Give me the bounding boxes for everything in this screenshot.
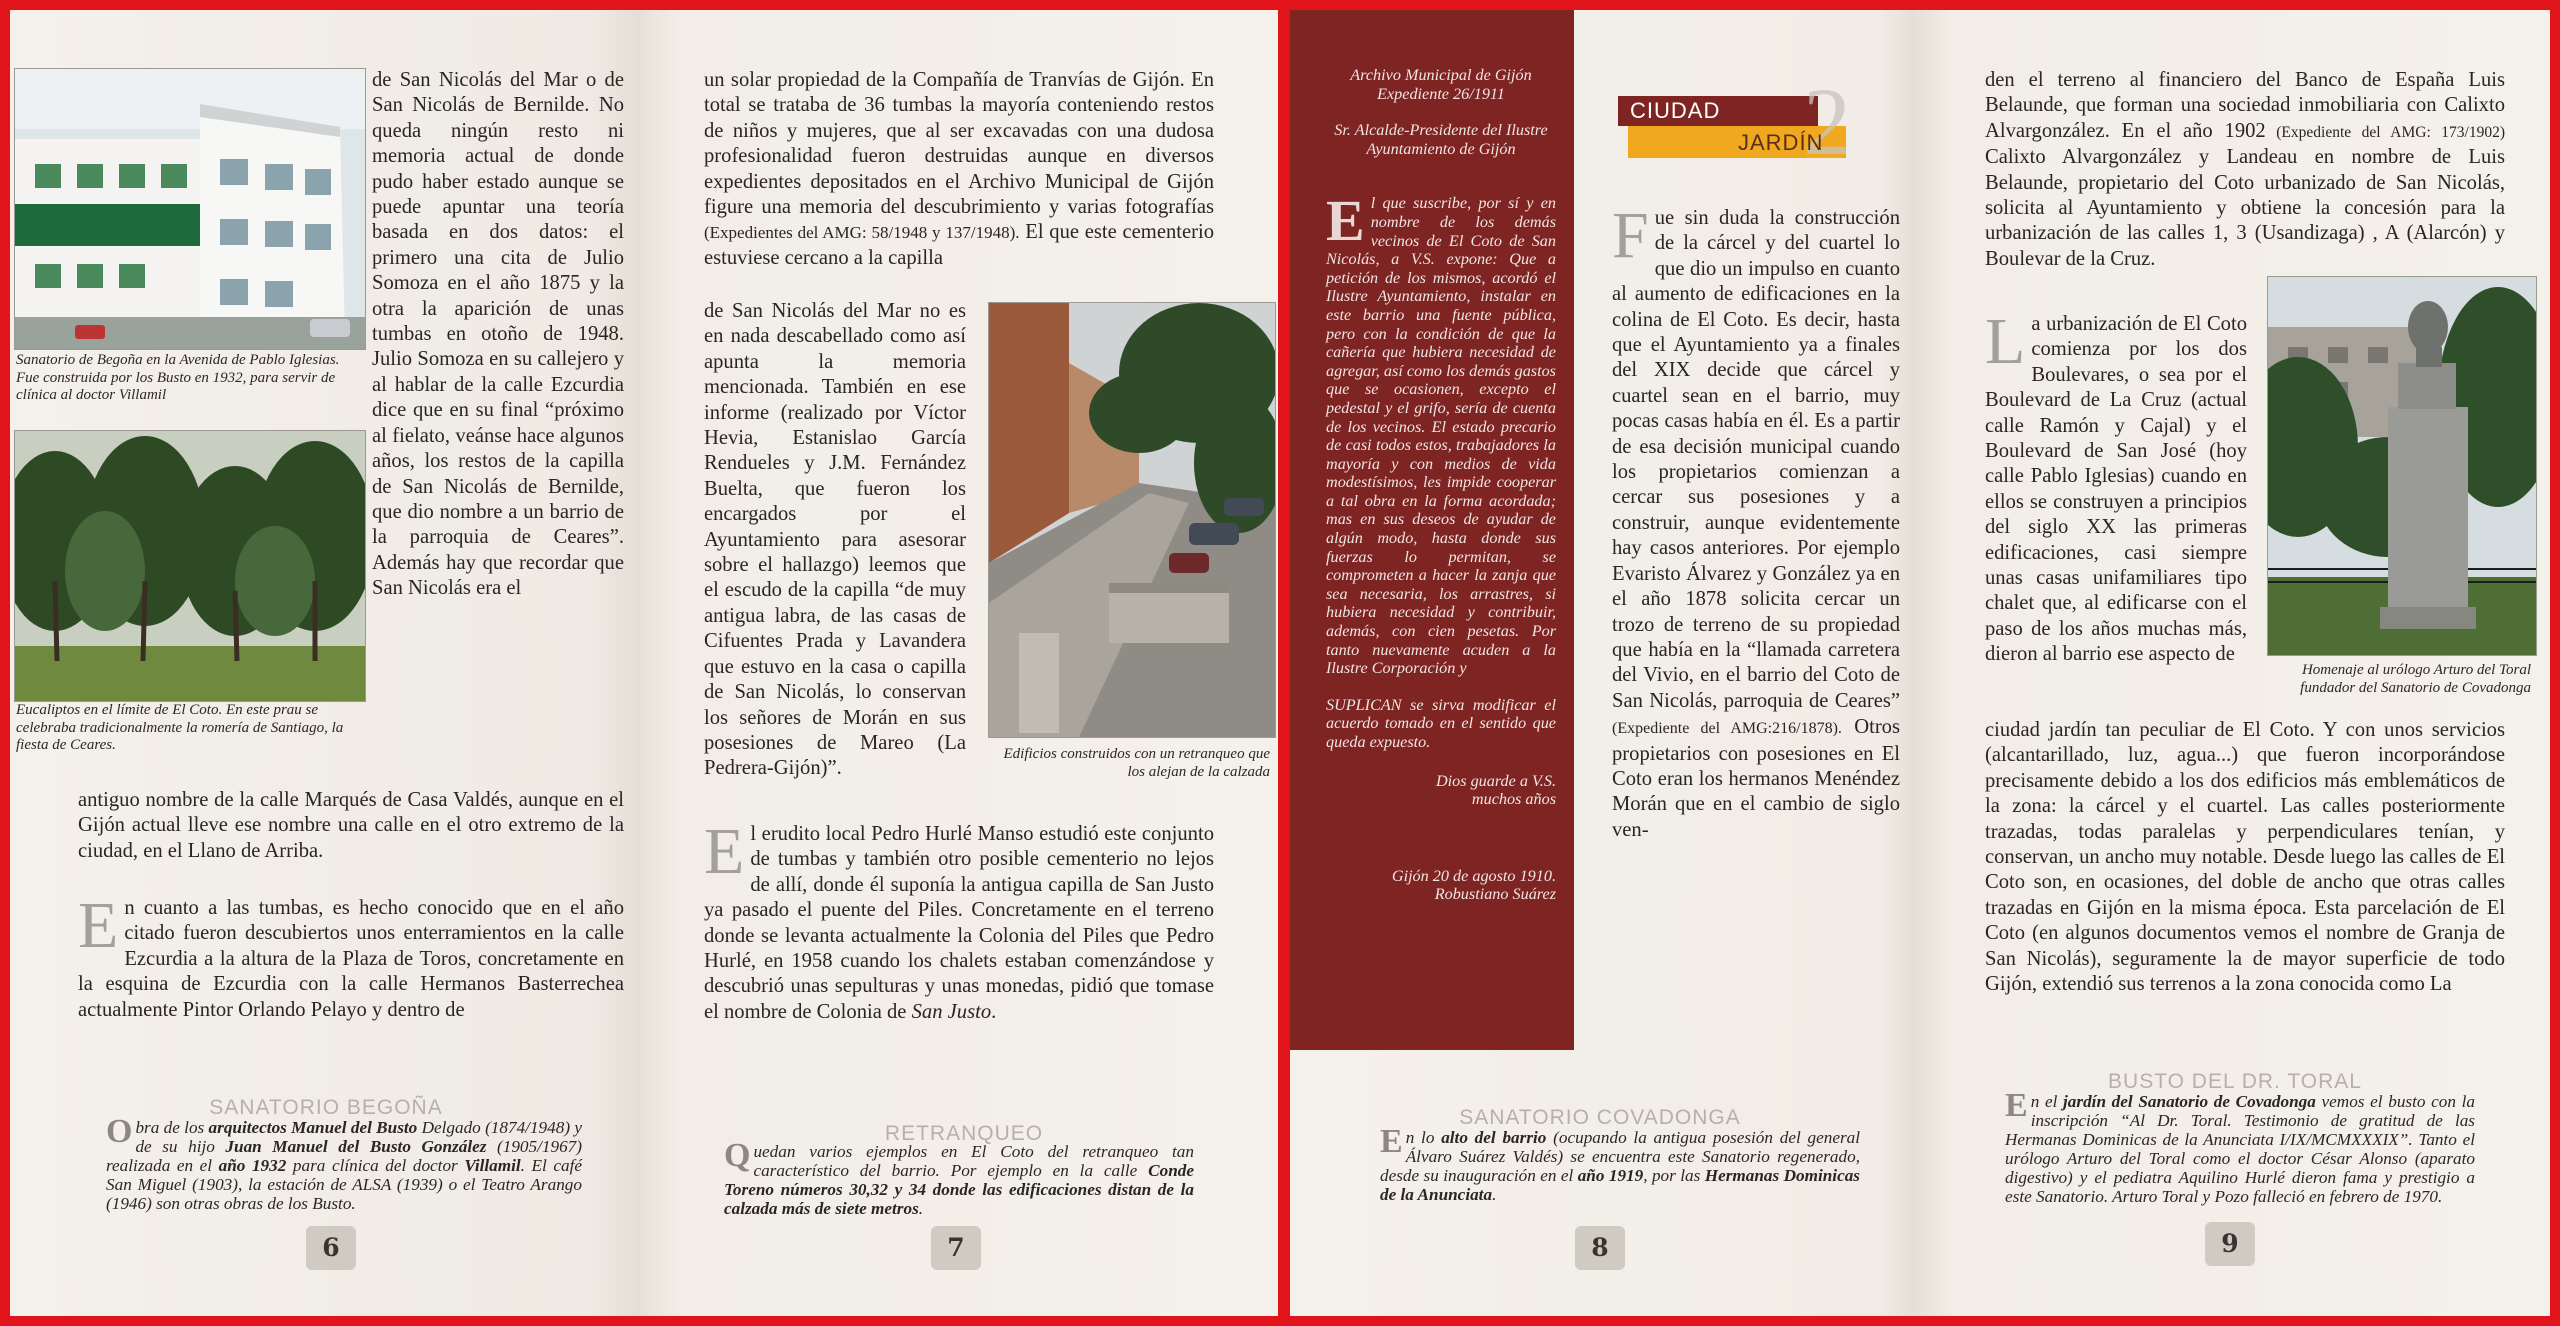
info-box [106, 1113, 583, 1213]
logo-word-ciudad: CIUDAD [1630, 98, 1721, 123]
body-text-full [78, 788, 624, 864]
paragraph-small: (Expedientes del AMG: 58/1948 y 137/1948). [704, 223, 1020, 243]
page-number: 6 [306, 1226, 356, 1270]
paragraph-text: Calixto Alvargonzález y Landeau en nombre de Luis Belaunde, propietario del Coto urbanizado de San Nicolás, solicita al Ayuntamiento y obtiene la concesión para la urbanización de las calles 1, 3 (Usandizaga) , A (Alarcón) y Boulevar de la Cruz. [1985, 146, 2505, 270]
drop-cap: E [78, 889, 119, 962]
caption-sanatorio-begona: Sanatorio de Begoña en la Avenida de Pablo Iglesias. Fue construida por los Busto en 1932, para servir de clínica al doctor Villamil [16, 352, 340, 403]
info-drop-cap: E [1380, 1123, 1403, 1160]
body-text-column [372, 68, 624, 602]
info-text: (ocupando la antigua posesión del general Álvaro Suárez Valdés) se encuentra este Sanatorio regenerado, desde su inauguración en el [1380, 1128, 1861, 1185]
page-number: 7 [931, 1226, 981, 1270]
body-text-column [1985, 305, 2247, 668]
paragraph-text: . [991, 1000, 997, 1023]
page-6 [10, 10, 640, 1316]
drop-cap: E [704, 815, 745, 888]
caption-busto-toral: Homenaje al urólogo Arturo del Toral fundador del Sanatorio de Covadonga [2300, 662, 2531, 696]
info-drop-cap: O [106, 1113, 133, 1150]
drop-cap: L [1985, 305, 2026, 378]
archive-body-text: l que suscribe, por sí y en nombre de los demás vecinos de El Coto de San Nicolás, a V.S. expone: Que a petición de los mismos, acordó el Ilustre Ayuntamiento, instalar en este barrio una fuente pública, pero con la condición de que la cañería que hubiera necesidad de agregar, así como los demás gastos que se ocasionen, excepto el pedestal y el grifo, sería de cuenta de los vecinos. El estado precario de casi todos estos, trabajadores la mayoría y con medios de vida modestísimos, les impide cooperar a tal obra en la forma acordada; mas en sus deseos de ayudar de algún modo, hasta donde sus fuerzas lo permitan, se comprometen a hacer la zanja que sea necesaria, los arrastres, si hubiera necesidad y contribuir, además, con cien pesetas. Por tanto nuevamente acuden a la Ilustre Corporación y [1326, 194, 1556, 678]
info-text: , por las [1643, 1166, 1705, 1185]
archive-closing: Dios guarde a V.S. muchos años [1435, 771, 1556, 809]
section-title: BUSTO DEL DR. TORAL [2108, 1070, 2362, 1093]
info-box [724, 1137, 1194, 1218]
section-title: SANATORIO COVADONGA [1459, 1106, 1741, 1129]
body-paragraph: de San Nicolás del Mar o de San Nicolás de Bernilde. No queda ningún resto ni memoria actual de donde pudo haber estado aunque se puede apuntar una teoría basada en dos datos: el primero una cita de Julio Somoza en el año 1875 y la otra la aparición de unas tumbas en otoño de 1948. Julio Somoza en su callejero y al hablar de la calle Ezcurdia dice que en su final “próximo al fielato, veánse hace algunos años, los restos de la capilla de San Nicolás de Bernilde, que dio nombre a un barrio de la parroquia de Ceares”. Además hay que recordar que San Nicolás era el [372, 69, 624, 600]
photo-busto-toral [2267, 276, 2537, 656]
body-paragraph [704, 68, 1214, 271]
photo-eucaliptos [14, 430, 366, 702]
section-title: SANATORIO BEGOÑA [209, 1096, 443, 1119]
sanatorio-begona-illustration [15, 69, 365, 349]
paragraph-small: (Expediente del AMG:216/1878). [1612, 720, 1842, 738]
paragraph-text: Otros propietarios con posesiones en El Coto eran los hermanos Menéndez Morán que en el cambio de siglo ven- [1612, 716, 1900, 841]
paragraph-text: El que este cementerio estuviese cercano a la capilla [704, 221, 1215, 269]
archive-expediente: Expediente 26/1911 [1377, 84, 1505, 103]
paragraph-text: ue sin duda la construcción de la cárcel y del cuartel lo que dio un impulso en cuanto al aumento de edificaciones en la colina de El Coto. Es decir, hasta que el Ayuntamiento ya a finales del XIX decide que cárcel y cuartel sean en el barrio, muy pocas casas había en él. Es a partir de esa decisión municipal cuando los propietarios comienzan a cercar sus posesiones y a construir, aunque evidentemente hay casos anteriores. Por ejemplo Evaristo Álvarez y González ya en el año 1878 solicita cercar un trozo de terreno de su propiedad que había en la “llamada carretera del Vivio, en el barrio del Coto de San Nicolás, parroquia de Ceares” [1612, 207, 1900, 712]
body-paragraph [704, 815, 1214, 1025]
body-text-column [1612, 199, 1900, 843]
info-text: . [918, 1199, 924, 1218]
info-bold: año 1919 [1577, 1166, 1644, 1185]
archive-suplican: SUPLICAN se sirva modificar el acuerdo tomado en el sentido que queda expuesto. [1326, 695, 1556, 751]
paragraph-text: n cuanto a las tumbas, es hecho conocido que en el año citado fueron descubiertos unos enterramientos en la calle Ezcurdia a la altura de la Plaza de Toros, concretamente en la esquina de Ezcurdia con la calle Hermanos Basterrechea actualmente Pintor Orlando Pelayo y dentro de [78, 897, 624, 1021]
info-text: (1905/1967) realizada en el [106, 1137, 582, 1175]
info-drop-cap: E [2005, 1087, 2028, 1124]
body-text-full [1985, 68, 2505, 272]
info-box [1380, 1123, 1861, 1204]
photo-sanatorio-begona [14, 68, 366, 350]
retranqueo-illustration [989, 303, 1275, 737]
archive-drop-cap: E [1326, 188, 1365, 254]
info-bold: Hermanas Dominicas de la Anunciata [1380, 1166, 1860, 1204]
info-text: Delgado (1874/1948) y de su hijo [135, 1118, 582, 1156]
page-8 [1290, 10, 1915, 1316]
page-number: 9 [2205, 1222, 2255, 1266]
paragraph-text: l erudito local Pedro Hurlé Manso estudió este conjunto de tumbas y también otro posible cementerio no lejos de allí, donde él suponía la antigua capilla de San Justo ya pasado el puente del Piles. Concretamente en el terreno donde se levanta actualmente la Colonia del Piles que Pedro Hurlé, en 1958 cuando los chalets estaban comenzándose y descubrió unas sepulturas y unas monedas, pidió que tomase el nombre de Colonia de [704, 823, 1214, 1023]
busto-toral-illustration [2268, 277, 2536, 655]
info-bold: jardín del Sanatorio de Covadonga [2063, 1092, 2316, 1111]
body-text-full-2 [704, 815, 1214, 1025]
info-bold: alto del barrio [1441, 1128, 1547, 1147]
body-paragraph [1985, 305, 2247, 668]
body-text-full-2 [1985, 718, 2505, 997]
photo-retranqueo [988, 302, 1276, 738]
body-text-column [704, 299, 966, 782]
archive-body [1326, 188, 1556, 678]
body-text-full-2 [78, 889, 624, 1023]
eucaliptos-illustration [15, 431, 365, 701]
info-text: n lo [1405, 1128, 1442, 1147]
body-paragraph [1612, 199, 1900, 843]
info-box [2005, 1087, 2475, 1206]
caption-eucaliptos: Eucaliptos en el límite de El Coto. En este prau se celebraba tradicionalmente la romería de Santiago, la fiesta de Ceares. [16, 702, 344, 753]
archive-document-column [1290, 10, 1574, 1050]
page-7 [640, 10, 1278, 1316]
logo-word-jardin: JARDÍN [1738, 130, 1824, 155]
drop-cap: F [1612, 199, 1649, 272]
info-text: n el [2030, 1092, 2064, 1111]
info-text: . [1492, 1185, 1497, 1204]
section-title: RETRANQUEO [884, 1122, 1044, 1145]
caption-retranqueo: Edificios construidos con un retranqueo que los alejan de la calzada [1003, 746, 1270, 780]
body-paragraph: ciudad jardín tan peculiar de El Coto. Y con unos servicios (alcantarillado, luz, agua...) que fueron incorporándose precisamente debido a los dos edificios más emblemáticos de la zona: la cárcel y el cuartel. Las calles posteriormente trazadas, todas paralelas y perpendiculares tenían, y conservan, un ancho muy notable. Desde luego las calles de El Coto son, en ocasiones, del doble de ancho que otras calles trazadas en Gijón en la misma época. Esta parcelación de El Coto (en algunos documentos vemos el nombre de Granja de San Nicolás), seguramente la de mayor superficie de todo Gijón, extendió sus terrenos a la zona conocida como La [1985, 719, 2505, 996]
archive-recipient: Sr. Alcalde-Presidente del Ilustre Ayuntamiento de Gijón [1334, 121, 1548, 158]
body-text-full [704, 68, 1214, 271]
paragraph-italic: San Justo [911, 1000, 992, 1023]
page-9 [1915, 10, 2550, 1316]
info-bold: Conde Toreno números 30,32 y 34 donde las edificaciones distan de la calzada más de siete metros [724, 1161, 1194, 1218]
info-bold: arquitectos Manuel del Busto [208, 1118, 418, 1137]
archive-header: Archivo Municipal de Gijón [1350, 66, 1532, 84]
archive-signature: Gijón 20 de agosto 1910. Robustiano Suárez [1391, 866, 1556, 904]
paragraph-text: a urbanización de El Coto comienza por los dos Boulevares, o sea por el Boulevard de La Cruz (actual calle Ramón y Cajal) y el Boulevard de San José (hoy calle Pablo Iglesias) cuando en ellos se construyen a principios del siglo XX las primeras edificaciones, casi siempre unas casas unifamiliares tipo chalet que, al edificarse con el paso de los años muchas más, dieron al barrio ese aspecto de [1985, 313, 2247, 666]
body-paragraph [78, 889, 624, 1023]
info-bold: Juan Manuel del Busto González [225, 1137, 487, 1156]
body-paragraph [1985, 68, 2505, 272]
info-drop-cap: Q [724, 1137, 751, 1174]
info-bold: año 1932 [218, 1156, 287, 1175]
info-text: vemos el busto con la inscripción “Al Dr. Toral. Testimonio de gratitud de las Hermanas Dominicas de la Anunciata I/IX/MCMXXXIX”. Tanto el urólogo Arturo del Toral como el doctor César Alonso (aparato digestivo) y el pediatra Aquilino Hurlé dieron fama y prestigio a este Sanatorio. Arturo Toral y Pozo falleció en febrero de 1970. [2005, 1092, 2475, 1206]
info-text: para clínica del doctor [286, 1156, 465, 1175]
info-text: uedan varios ejemplos en El Coto del retranqueo tan característico del barrio. Por ejemplo en la calle [753, 1142, 1194, 1180]
paragraph-small: (Expediente del AMG: 173/1902) [2265, 123, 2505, 141]
info-bold: Villamil [464, 1156, 521, 1175]
ciudad-jardin-logo [1618, 68, 1858, 175]
info-text: bra de los [135, 1118, 209, 1137]
body-paragraph: antiguo nombre de la calle Marqués de Casa Valdés, aunque en el Gijón actual lleve ese nombre una calle en el otro extremo de la ciudad, en el Llano de Arriba. [78, 789, 624, 862]
page-number: 8 [1575, 1226, 1625, 1270]
body-paragraph: de San Nicolás del Mar no es en nada descabellado como así apunta la memoria mencionada. También en ese informe (realizado por Víctor Hevia, Estanislao García Rendueles y J.M. Fernández Buelta, que fueron los encargados por el Ayuntamiento para asesorar sobre el hallazgo) leemos que el escudo de la capilla “de muy antigua labra, de las casas de Cifuentes Prada y Lavandera que estuvo en la casa o capilla de San Nicolás, lo conservan los señores de Morán en sus posesiones de Mareo (La Pedrera-Gijón)”. [704, 300, 966, 780]
logo-chapter-number: 2 [1803, 68, 1851, 175]
info-text: . El café San Miguel (1903), la estación de ALSA (1939) o el Teatro Arango (1946) son otras obras de los Busto. [106, 1156, 583, 1213]
paragraph-text: un solar propiedad de la Compañía de Tranvías de Gijón. En total se trataba de 36 tumbas la mayoría conteniendo restos de niños y mujeres, que al ser excavadas con una dudosa profesionalidad fueron destruidas aunque en diversos expedientes depositados en el Archivo Municipal de Gijón figure una memoria del descubrimiento y varias fotografías [704, 69, 1214, 219]
paragraph-text: den el terreno al financiero del Banco de España Luis Belaunde, que forman una sociedad inmobiliaria con Calixto Alvargonzález. En el año 1902 [1985, 69, 2505, 142]
